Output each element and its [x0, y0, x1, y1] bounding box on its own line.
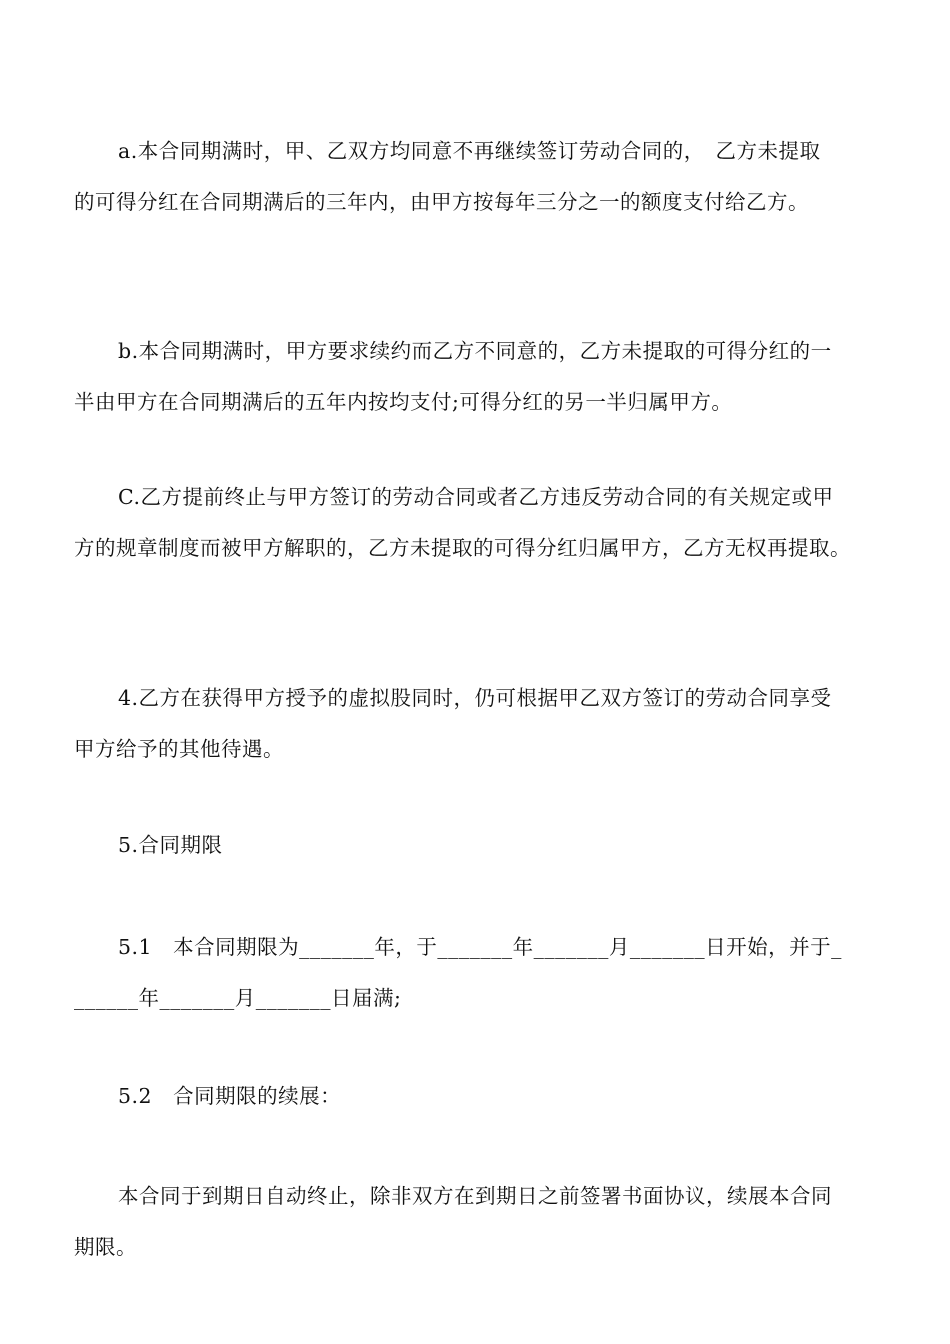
paragraph-line: ______年_______月_______日届满; [74, 986, 402, 1010]
paragraph-line: 本合同于到期日自动终止，除非双方在到期日之前签署书面协议，续展本合同 [118, 1184, 832, 1208]
paragraph-line: 的可得分红在合同期满后的三年内，由甲方按每年三分之一的额度支付给乙方。 [74, 190, 809, 214]
clause-5-2 [74, 1071, 886, 1122]
paragraph-c [74, 472, 886, 574]
section-heading-5 [74, 820, 886, 871]
paragraph-a [74, 126, 886, 228]
paragraph-line: 4.乙方在获得甲方授予的虚拟股同时，仍可根据甲乙双方签订的劳动合同享受 [118, 686, 832, 710]
paragraph-b [74, 326, 886, 428]
paragraph-line: 5.1 本合同期限为_______年，于_______年_______月_______日开始，并于_ [118, 935, 842, 959]
paragraph-line: C.乙方提前终止与甲方签订的劳动合同或者乙方违反劳动合同的有关规定或甲 [118, 485, 834, 509]
paragraph-renewal [74, 1171, 886, 1273]
paragraph-4 [74, 673, 886, 775]
paragraph-line: a.本合同期满时，甲、乙双方均同意不再继续签订劳动合同的， 乙方未提取 [118, 139, 821, 163]
paragraph-line: 甲方给予的其他待遇。 [74, 737, 284, 761]
paragraph-line: 期限。 [74, 1235, 137, 1259]
paragraph-line: 5.2 合同期限的续展： [118, 1084, 342, 1108]
paragraph-line: 方的规章制度而被甲方解职的，乙方未提取的可得分红归属甲方，乙方无权再提取。 [74, 536, 851, 560]
paragraph-line: 半由甲方在合同期满后的五年内按均支付;可得分红的另一半归属甲方。 [74, 390, 733, 414]
paragraph-line: b.本合同期满时，甲方要求续约而乙方不同意的，乙方未提取的可得分红的一 [118, 339, 832, 363]
paragraph-line: 5.合同期限 [118, 833, 223, 857]
clause-5-1 [74, 922, 886, 1024]
